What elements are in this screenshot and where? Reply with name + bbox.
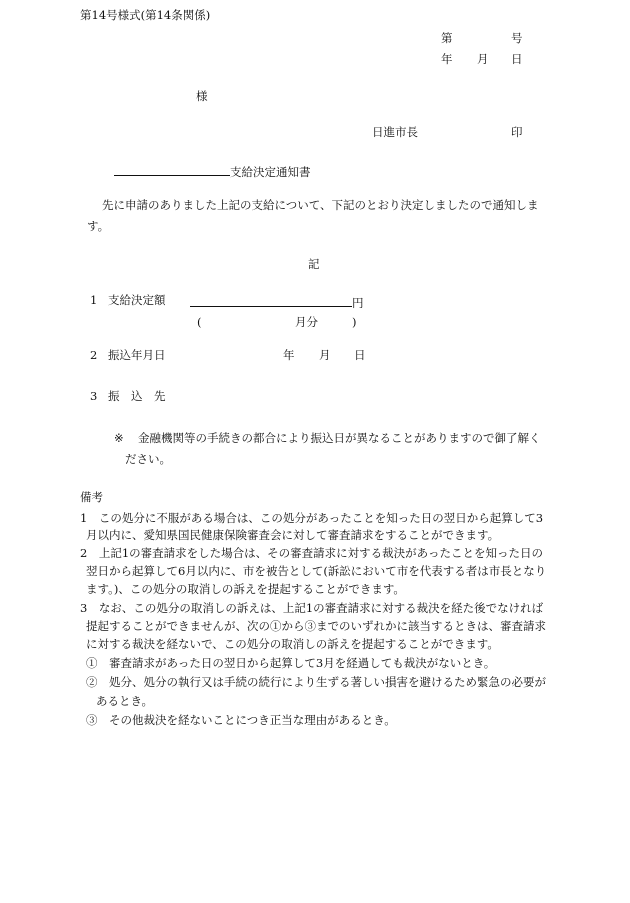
item2-year: 年 [283,348,295,362]
note-line-1: 金融機関等の手続きの都合により振込日が異なることがありますので御了解く [138,431,541,445]
item1-amount [190,295,364,310]
remark3-line-2: 提起することができませんが、次の①から③までのいずれかに該当するときは、審査請求 [86,619,546,633]
remark2-line-1: 2 上記1の審査請求をした場合は、その審査請求に対する裁決があったことを知った日の [80,546,544,560]
item1-unit: 円 [352,296,364,310]
sender-name: 日進市長 [372,125,418,139]
remark1-line-2: 月以内に、愛知県国民健康保険審査会に対して審査請求をすることができます。 [86,528,500,542]
item1-month-part: 月分 [295,315,318,329]
item2-number: 2 [90,348,98,362]
item1-label: 支給決定額 [108,293,166,307]
header-go: 号 [511,31,523,45]
item2-day: 日 [354,348,366,362]
remark2-line-2: 翌日から起算して6月以内に、市を被告として(訴訟において市を代表する者は市長となり [86,564,547,578]
sub-item-2-line-1: ② 処分、処分の執行又は手続の続行により生ずる著しい損害を避けるため緊急の必要が [86,675,546,689]
remark1-line-1: 1 この処分に不服がある場合は、この処分があったことを知った日の翌日から起算して3 [80,511,544,525]
addressee-suffix: 様 [196,89,208,103]
intro-line-2: す。 [87,219,110,233]
header-year: 年 [441,52,453,66]
sub-item-2-line-2: あるとき。 [96,694,154,708]
note-line-2: ださい。 [125,452,171,466]
remarks-heading: 備考 [80,490,103,504]
seal-mark: 印 [511,125,523,139]
intro-line-1: 先に申請のありました上記の支給について、下記のとおり決定しましたので通知しま [102,198,539,212]
item2-label: 振込年月日 [108,348,166,362]
item1-paren-close: ) [352,315,357,329]
amount-blank-line [190,295,352,307]
header-day: 日 [511,52,523,66]
item1-paren-open: ( [197,315,202,329]
header-dai: 第 [441,31,453,45]
form-number: 第14号様式(第14条関係) [80,8,211,22]
note-mark: ※ [114,431,124,445]
sub-item-1: ① 審査請求があった日の翌日から起算して3月を経過しても裁決がないとき。 [86,656,496,670]
item3-label: 振 込 先 [108,389,166,403]
ki-heading: 記 [308,257,320,271]
sub-item-3: ③ その他裁決を経ないことにつき正当な理由があるとき。 [86,713,396,727]
header-month: 月 [477,52,489,66]
title-blank-line [114,164,230,176]
document-title [114,164,311,179]
remark3-line-3: に対する裁決を経ないで、この処分の取消しの訴えを提起することができます。 [86,637,499,651]
item3-number: 3 [90,389,98,403]
title-text: 支給決定通知書 [230,165,311,179]
item2-month: 月 [319,348,331,362]
item1-number: 1 [90,293,98,307]
remark2-line-3: ます。)、この処分の取消しの訴えを提起することができます。 [86,582,405,596]
remark3-line-1: 3 なお、この処分の取消しの訴えは、上記1の審査請求に対する裁決を経た後でなければ [80,601,544,615]
